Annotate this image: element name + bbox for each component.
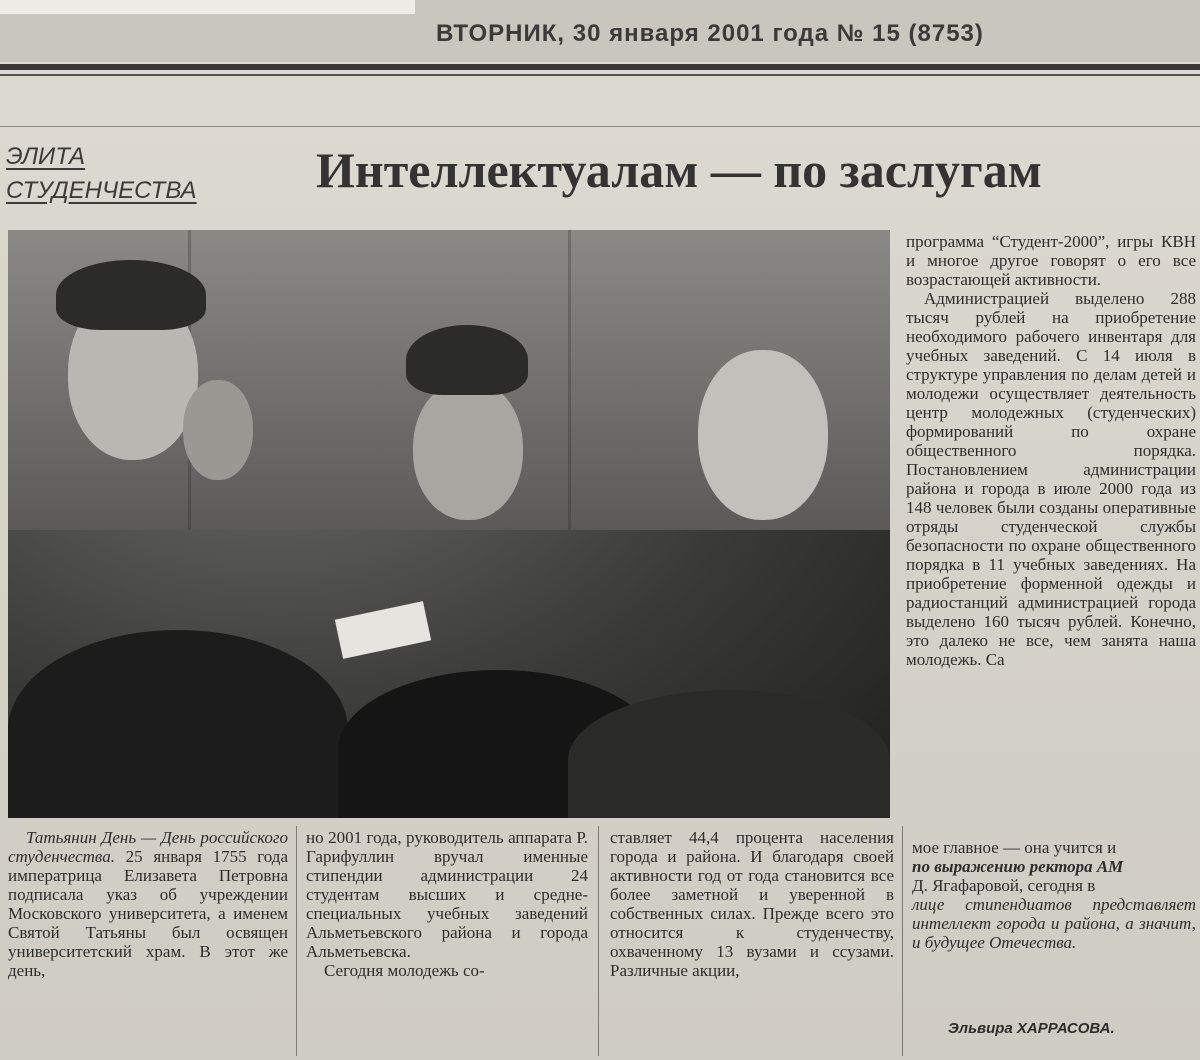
photo-face-right <box>698 350 828 520</box>
article-column-3 <box>610 828 894 980</box>
section-rubric <box>6 140 246 208</box>
page-tab <box>0 0 415 14</box>
article-column-2 <box>306 828 588 980</box>
article-column-4 <box>912 838 1196 952</box>
article-line: мое главное — она учится и <box>912 838 1117 857</box>
rubric-line-1: ЭЛИТА <box>6 143 86 170</box>
article-line: по выражению ректора АМ <box>912 857 1124 876</box>
column-divider <box>296 826 297 1056</box>
photo-face-middle <box>413 380 523 520</box>
column-divider <box>598 826 599 1056</box>
photo-face-back <box>183 380 253 480</box>
article-photo <box>8 230 890 818</box>
section-rule <box>0 126 1200 127</box>
article-column-1 <box>8 828 288 980</box>
masthead-rule <box>0 64 1200 70</box>
article-line: Д. Ягафаровой, сегодня в <box>912 876 1096 895</box>
photo-figure-left <box>8 630 348 818</box>
photo-figure-right <box>568 690 890 818</box>
article-headline: Интеллектуалам — по заслугам <box>316 142 1042 198</box>
article-paragraph: программа “Студент-2000”, игры КВН и многое другое говорят о его все возрастающей активности. <box>906 232 1196 289</box>
article-paragraph: ставляет 44,4 процента населения города и района. И благодаря своей активности год от года становится все более заметной и уверенной в собственных силах. Прежде всего это относится к студенчеству, охваченному 13 вузами и ссузами. Различные акции, <box>610 828 894 980</box>
photo-hair-left <box>56 260 206 330</box>
issue-dateline: ВТОРНИК, 30 января 2001 года № 15 (8753) <box>436 20 984 47</box>
author-signature: Эльвира ХАРРАСОВА. <box>948 1020 1115 1037</box>
body-text: 25 января 1755 года императрица Елизавета Петровна подписала указ об учреждении Московского университета, а именем Святой Татьяны был освящен университетский храм. В этот же день, <box>8 847 289 980</box>
article-paragraph: Администрацией выделено 288 тысяч рублей на приобретение необходимого рабочего инвентаря для учебных заведений. С 14 июля в структуре управления по делам детей и молодежи осуществляет деятельность центр молодежных (студенческих) формирований по охране общественного порядка. Постановлением администрации района и города в июле 2000 года из 148 человек были созданы оперативные отряды студенческой службы безопасности по охране общественного порядка в 11 учебных заведениях. На приобретение форменной одежды и радиостанций администрацией города выделено 160 тысяч рублей. Конечно, это далеко не все, чем занята наша молодежь. Са <box>906 289 1196 669</box>
photo-wall-seam <box>568 230 571 530</box>
column-divider <box>902 826 903 1056</box>
article-column-right <box>906 232 1196 669</box>
article-paragraph <box>8 828 288 980</box>
article-paragraph: Сегодня молодежь со- <box>324 961 485 980</box>
photo-document <box>335 601 431 659</box>
lead-text: Татьянин День — День российского студенчества. <box>8 828 288 866</box>
article-paragraph: но 2001 года, руководитель аппарата Р. Гарифуллин вручал именные стипендии администрации 24 студентам высших и средне-специальных учебных заведений Альметьевского района и города Альметьевска. <box>306 828 588 961</box>
rubric-line-2: СТУДЕНЧЕСТВА <box>6 177 197 204</box>
photo-hair-middle <box>406 325 528 395</box>
masthead-rule-thin <box>0 74 1200 76</box>
article-line: лице стипендиатов представляет интеллект города и района, а значит, и будущее Отечества. <box>912 895 1196 952</box>
